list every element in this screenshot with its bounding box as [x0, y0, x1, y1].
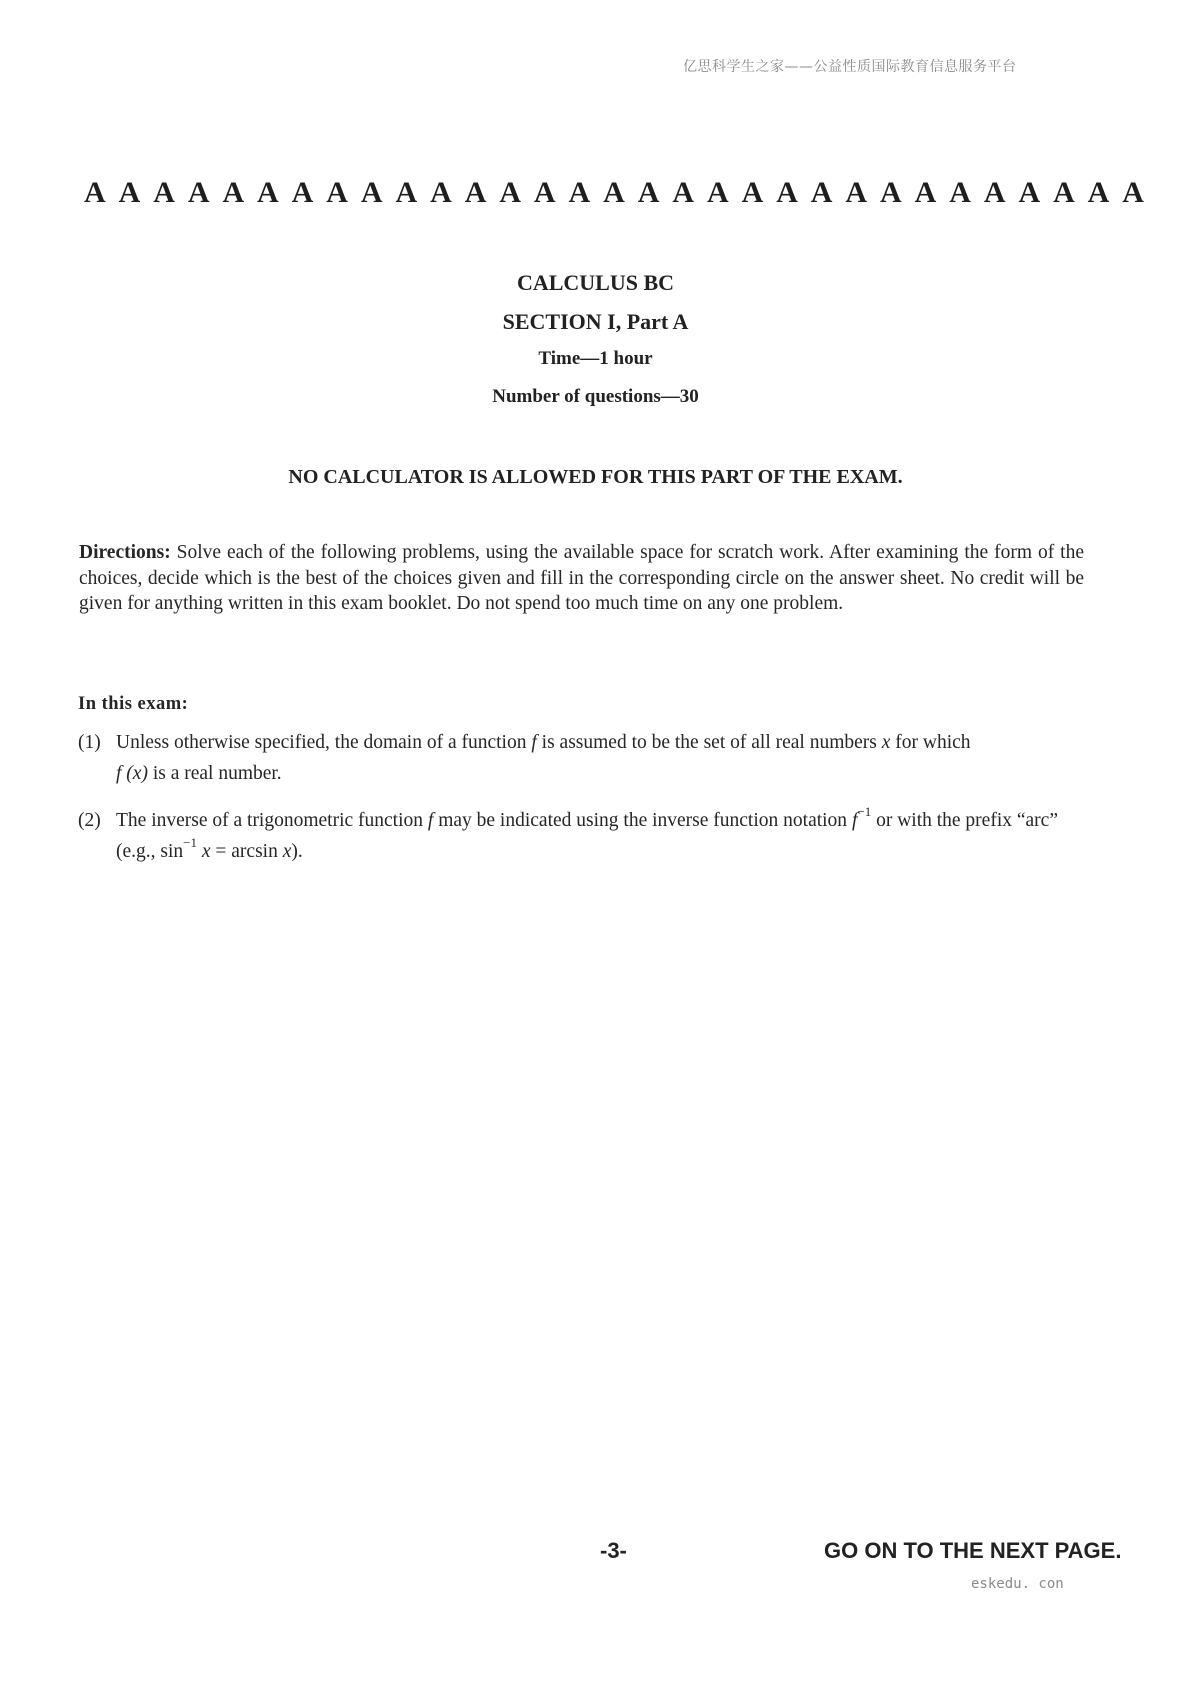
section-letter: A	[533, 176, 556, 209]
math-f: f	[531, 732, 537, 753]
section-letter: A	[84, 176, 106, 209]
note-text: for which	[895, 732, 971, 753]
math-f: f	[427, 810, 434, 831]
exam-note-1	[78, 727, 1088, 789]
time-limit: Time—1 hour	[538, 348, 653, 369]
go-on-notice: GO ON TO THE NEXT PAGE.	[824, 1538, 1122, 1563]
section-letter: A	[464, 176, 487, 209]
section-letter: A	[257, 176, 279, 209]
section-letter: A	[810, 176, 833, 209]
note-number: (2)	[78, 810, 101, 831]
question-count: Number of questions—30	[492, 386, 699, 407]
section-letter: A	[1087, 176, 1110, 209]
note-text: may be indicated using the inverse function notation	[438, 810, 848, 831]
section-title: SECTION I, Part A	[502, 309, 689, 334]
math-exponent: −1	[183, 835, 197, 850]
math-x: x	[201, 841, 211, 862]
page-number: -3-	[600, 1538, 627, 1563]
section-letter: A	[291, 176, 314, 209]
exam-header	[0, 270, 1191, 409]
math-exponent: −1	[857, 804, 872, 819]
section-letter: A	[118, 176, 141, 209]
section-letter: A	[430, 176, 452, 209]
no-calculator-notice: NO CALCULATOR IS ALLOWED FOR THIS PART OF THE EXAM.	[288, 466, 903, 488]
section-letter: A	[949, 176, 971, 209]
note-text: = arcsin	[215, 841, 278, 862]
section-letter: A	[706, 176, 729, 209]
in-this-exam-heading: In this exam:	[78, 694, 189, 714]
note-text: ).	[291, 841, 303, 862]
section-letter: A	[360, 176, 383, 209]
math-f-inverse: f	[851, 810, 858, 831]
directions-label: Directions:	[79, 542, 171, 563]
watermark-top: 亿思科学生之家——公益性质国际教育信息服务平台	[683, 59, 1017, 75]
section-letter: A	[568, 176, 591, 209]
note-text: or with the prefix “arc” (e.g., sin	[116, 810, 1058, 862]
section-letter: A	[1053, 176, 1075, 209]
section-letter-row	[84, 176, 1144, 210]
note-text: The inverse of a trigonometric function	[116, 810, 424, 831]
math-f-of-x: f (x)	[116, 763, 148, 784]
section-letter: A	[222, 176, 245, 209]
note-number: (1)	[78, 732, 101, 753]
section-letter: A	[499, 176, 521, 209]
math-x: x	[881, 732, 891, 753]
section-letter: A	[637, 176, 660, 209]
section-letter: A	[914, 176, 937, 209]
note-text: Unless otherwise specified, the domain of a function	[116, 732, 527, 753]
section-letter: A	[1018, 176, 1041, 209]
section-letter: A	[880, 176, 902, 209]
section-letter: A	[983, 176, 1006, 209]
section-letter: A	[603, 176, 625, 209]
exam-note-2	[78, 805, 1088, 867]
note-text: is assumed to be the set of all real numbers	[541, 732, 877, 753]
section-letter: A	[187, 176, 210, 209]
section-letter: A	[1122, 176, 1144, 209]
section-letter: A	[153, 176, 175, 209]
exam-title: CALCULUS BC	[516, 270, 675, 295]
directions-paragraph	[79, 540, 1084, 617]
note-text: is a real number.	[152, 763, 282, 784]
directions-text: Solve each of the following problems, using the available space for scratch work. After examining the form of the choices, decide which is the best of the choices given and fill in the corresponding circle on the answer sheet. No credit will be given for anything written in this exam booklet. Do not spend too much time on any one problem.	[79, 542, 1085, 614]
watermark-bottom: eskedu. con	[971, 1576, 1064, 1592]
math-x: x	[282, 841, 292, 862]
section-letter: A	[395, 176, 418, 209]
section-letter: A	[776, 176, 798, 209]
section-letter: A	[326, 176, 348, 209]
section-letter: A	[672, 176, 695, 209]
section-letter: A	[845, 176, 868, 209]
section-letter: A	[741, 176, 764, 209]
